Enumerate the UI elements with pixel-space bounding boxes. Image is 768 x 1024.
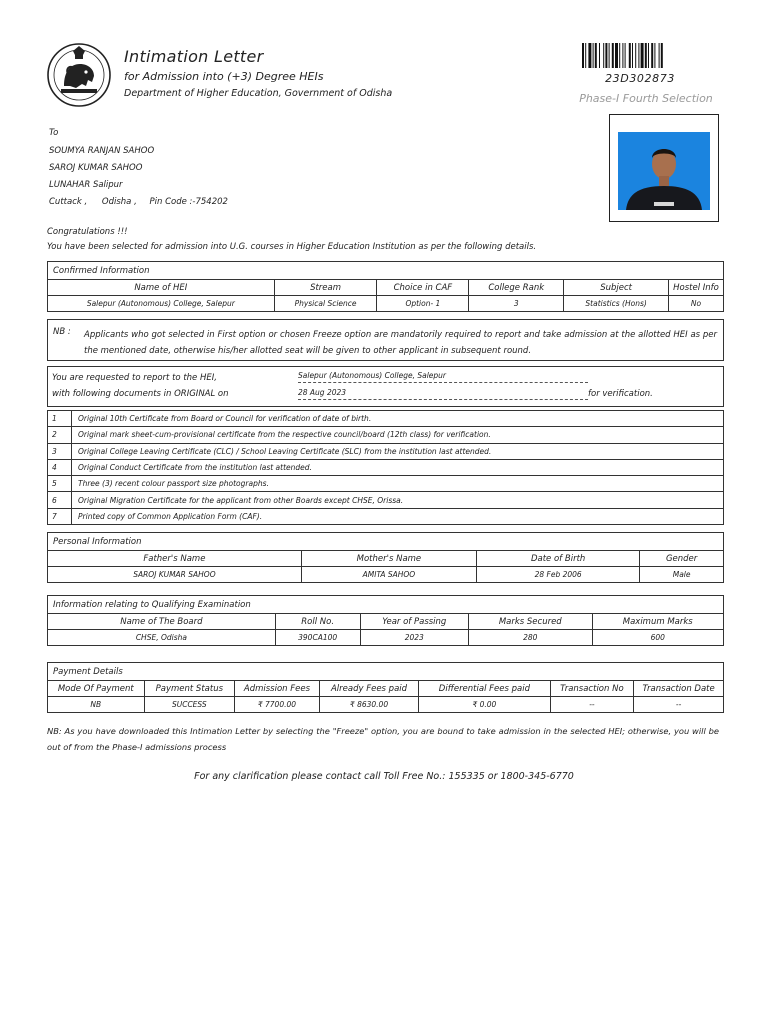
barcode-bar — [654, 43, 655, 68]
table-cell: 390CA100 — [275, 630, 360, 646]
document-number: 3 — [48, 443, 72, 459]
letter-subtitle: for Admission into (+3) Degree HEIs — [124, 70, 324, 83]
header-cell: Mode Of Payment — [48, 681, 145, 697]
document-number: 7 — [48, 508, 72, 524]
documents-table — [47, 410, 724, 525]
document-text: Original mark sheet-cum-provisional certificate from the respective council/board (12th class) for verification. — [72, 427, 724, 443]
nb-text: Applicants who got selected in First option or chosen Freeze option are mandatorily required to report and take admission at the allotted HEI as per the mentioned date, otherwise his/her allotted seat will be given to other applicant in subsequent round. — [84, 330, 717, 356]
address-to: To — [49, 128, 59, 138]
document-number: 2 — [48, 427, 72, 443]
freeze-footnote: NB: As you have downloaded this Intimation Letter by selecting the "Freeze" option, you are bound to take admission in the selected HEI; otherwise, you will be out of from the Phase-I admissions process — [47, 726, 719, 752]
table-cell: Statistics (Hons) — [564, 296, 669, 312]
table-cell: CHSE, Odisha — [48, 630, 276, 646]
applicant-photo — [618, 132, 710, 210]
barcode-bar — [585, 43, 586, 68]
report-line-2: with following documents in ORIGINAL on — [52, 389, 229, 399]
address-district: Cuttack , — [49, 197, 88, 207]
header-cell: Marks Secured — [469, 614, 592, 630]
table-cell: 28 Feb 2006 — [477, 567, 640, 583]
barcode-bar — [603, 43, 604, 68]
barcode-bar — [638, 43, 639, 68]
document-row — [48, 492, 724, 508]
table-cell: -- — [634, 697, 724, 713]
header-cell: Gender — [640, 551, 724, 567]
address-pin: Pin Code :-754202 — [149, 197, 228, 207]
table-cell: SAROJ KUMAR SAHOO — [48, 567, 302, 583]
document-row — [48, 443, 724, 459]
address-locality: LUNAHAR Salipur — [49, 180, 123, 190]
barcode — [582, 43, 698, 68]
table-cell: Option- 1 — [377, 296, 469, 312]
report-verification: for verification. — [588, 389, 653, 399]
report-date: 28 Aug 2023 — [298, 388, 588, 400]
header-cell: Transaction No — [550, 681, 634, 697]
confirmed-information-table — [47, 279, 724, 312]
document-text: Original Migration Certificate for the applicant from other Boards except CHSE, Orissa. — [72, 492, 724, 508]
qualifying-exam-section — [47, 595, 724, 646]
header-cell: Differential Fees paid — [419, 681, 550, 697]
document-number: 6 — [48, 492, 72, 508]
toll-free-contact: For any clarification please contact call Toll Free No.: 155335 or 1800-345-6770 — [194, 771, 574, 782]
barcode-bar — [609, 43, 610, 68]
table-cell: SUCCESS — [144, 697, 235, 713]
table-header-row — [48, 551, 724, 567]
selection-message: You have been selected for admission into U.G. courses in Higher Education Institution as per the following details. — [47, 242, 537, 252]
header-cell: Payment Status — [144, 681, 235, 697]
table-cell: -- — [550, 697, 634, 713]
table-row — [48, 630, 724, 646]
barcode-bar — [612, 43, 614, 68]
table-cell: ₹ 7700.00 — [235, 697, 320, 713]
document-row — [48, 476, 724, 492]
barcode-bar — [635, 43, 636, 68]
document-text: Three (3) recent colour passport size photographs. — [72, 476, 724, 492]
address-district-line — [49, 197, 228, 207]
report-line-1: You are requested to report to the HEI, — [52, 373, 217, 383]
header-cell: Choice in CAF — [377, 280, 469, 296]
document-text: Printed copy of Common Application Form (CAF). — [72, 508, 724, 524]
section-title: Personal Information — [53, 537, 142, 547]
department-name: Department of Higher Education, Government of Odisha — [124, 88, 393, 99]
document-number: 4 — [48, 459, 72, 475]
header-cell: Subject — [564, 280, 669, 296]
header-cell: Stream — [274, 280, 377, 296]
confirmed-information-section — [47, 261, 724, 312]
header-cell: Name of The Board — [48, 614, 276, 630]
qualifying-exam-table — [47, 613, 724, 646]
odisha-emblem-logo — [46, 42, 112, 108]
table-cell: No — [669, 296, 724, 312]
address-state: Odisha , — [101, 197, 137, 207]
table-cell: ₹ 8630.00 — [319, 697, 418, 713]
table-cell: AMITA SAHOO — [301, 567, 476, 583]
applicant-photo-frame — [609, 114, 719, 222]
barcode-bar — [659, 43, 660, 68]
header-cell: Father's Name — [48, 551, 302, 567]
header-cell: College Rank — [469, 280, 564, 296]
barcode-bar — [588, 43, 591, 68]
table-cell: 3 — [469, 296, 564, 312]
header-cell: Transaction Date — [634, 681, 724, 697]
barcode-bar — [629, 43, 631, 68]
selection-phase: Phase-I Fourth Selection — [579, 92, 713, 105]
barcode-bar — [648, 43, 649, 68]
barcode-bar — [605, 43, 607, 68]
document-number: 5 — [48, 476, 72, 492]
barcode-bar — [619, 43, 620, 68]
section-title: Confirmed Information — [53, 266, 150, 276]
barcode-bar — [582, 43, 584, 68]
applicant-name: SOUMYA RANJAN SAHOO — [49, 146, 155, 156]
table-cell: 2023 — [360, 630, 469, 646]
table-cell: Salepur (Autonomous) College, Salepur — [48, 296, 275, 312]
personal-information-section — [47, 532, 724, 583]
barcode-bar — [595, 43, 597, 68]
table-cell: 280 — [469, 630, 592, 646]
table-row — [48, 697, 724, 713]
header-cell: Name of HEI — [48, 280, 275, 296]
document-row — [48, 411, 724, 427]
payment-details-table — [47, 680, 724, 713]
table-row — [48, 296, 724, 312]
header-cell: Admission Fees — [235, 681, 320, 697]
document-row — [48, 427, 724, 443]
barcode-bar — [661, 43, 663, 68]
congratulations-text: Congratulations !!! — [47, 227, 128, 237]
barcode-number: 23D302873 — [605, 72, 675, 85]
personal-information-table — [47, 550, 724, 583]
section-title: Payment Details — [53, 667, 123, 677]
barcode-bar — [599, 43, 600, 68]
document-text: Original Conduct Certificate from the institution last attended. — [72, 459, 724, 475]
table-header-row — [48, 681, 724, 697]
barcode-bar — [622, 43, 623, 68]
guardian-name: SAROJ KUMAR SAHOO — [49, 163, 143, 173]
header-cell: Roll No. — [275, 614, 360, 630]
document-text: Original College Leaving Certificate (CLC) / School Leaving Certificate (SLC) from the institution last attended. — [72, 443, 724, 459]
table-cell: Male — [640, 567, 724, 583]
nb-notice — [47, 319, 724, 361]
header-cell: Hostel Info — [669, 280, 724, 296]
table-cell: Physical Science — [274, 296, 377, 312]
table-cell: 600 — [592, 630, 724, 646]
table-header-row — [48, 280, 724, 296]
report-instructions — [47, 366, 724, 407]
nb-label: NB : — [53, 327, 71, 337]
header-cell: Already Fees paid — [319, 681, 418, 697]
barcode-bar — [632, 43, 633, 68]
document-row — [48, 459, 724, 475]
table-header-row — [48, 614, 724, 630]
document-row — [48, 508, 724, 524]
barcode-bar — [641, 43, 644, 68]
payment-details-section — [47, 662, 724, 713]
table-cell: NB — [48, 697, 145, 713]
header-cell: Mother's Name — [301, 551, 476, 567]
letter-title: Intimation Letter — [124, 47, 264, 66]
barcode-bar — [615, 43, 618, 68]
document-text: Original 10th Certificate from Board or Council for verification of date of birth. — [72, 411, 724, 427]
section-title: Information relating to Qualifying Examination — [53, 600, 251, 610]
barcode-bar — [593, 43, 594, 68]
header-cell: Year of Passing — [360, 614, 469, 630]
table-cell: ₹ 0.00 — [419, 697, 550, 713]
table-row — [48, 567, 724, 583]
header-cell: Date of Birth — [477, 551, 640, 567]
barcode-bar — [651, 43, 653, 68]
report-hei: Salepur (Autonomous) College, Salepur — [298, 371, 588, 383]
header-cell: Maximum Marks — [592, 614, 724, 630]
barcode-bar — [645, 43, 647, 68]
document-number: 1 — [48, 411, 72, 427]
barcode-bar — [625, 43, 626, 68]
